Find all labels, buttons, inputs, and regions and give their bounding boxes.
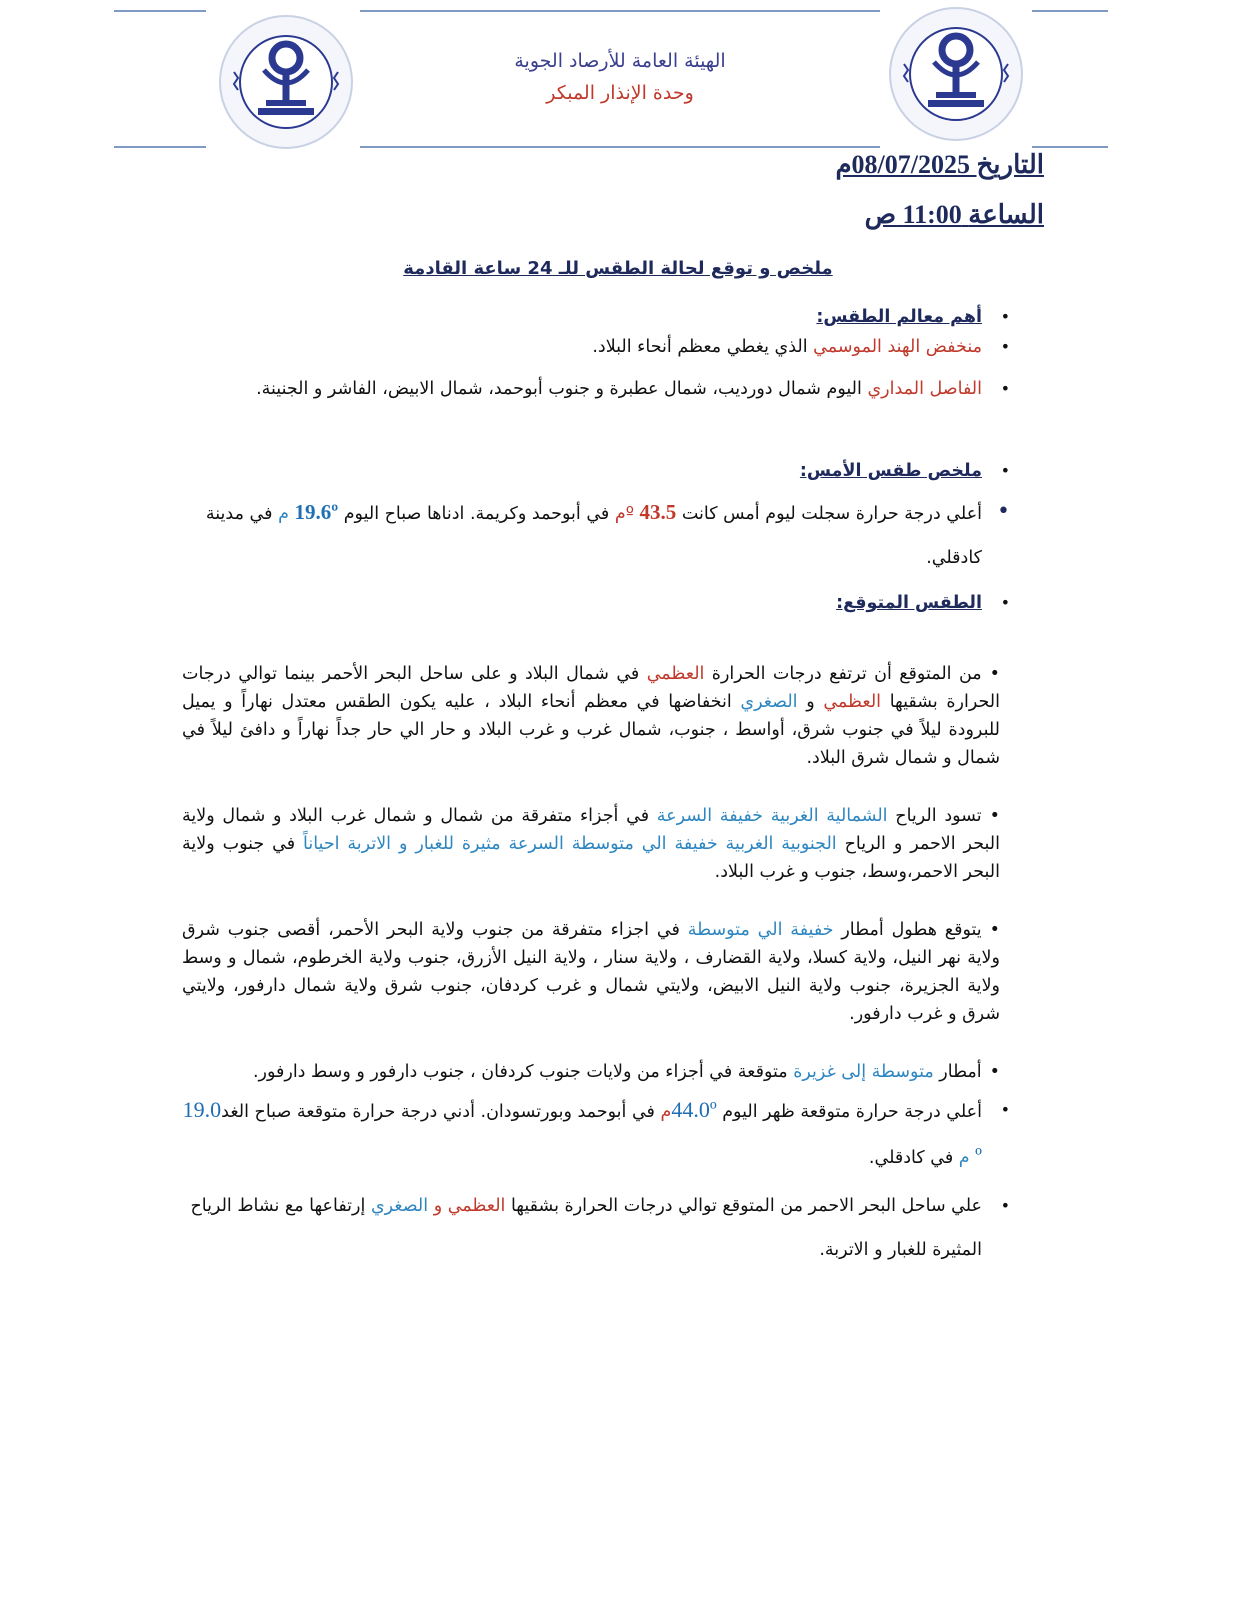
forecast-heading: الطقس المتوقع: — [836, 593, 982, 613]
authority-emblem-icon — [216, 12, 356, 152]
yesterday-summary — [182, 490, 1016, 580]
forecast-p4-intensity: متوسطة إلى غزيرة — [793, 1062, 934, 1082]
authority-logo-right — [886, 4, 1026, 144]
unit-name: وحدة الإنذار المبكر — [546, 82, 694, 104]
forecast-max-temp: 44.0º — [671, 1097, 717, 1122]
forecast-max-unit: م — [660, 1102, 672, 1122]
forecast-temperature-paragraph — [182, 660, 1016, 772]
yesterday-max-unit: ºم — [614, 504, 640, 524]
monsoon-low-text: الذي يغطي معظم أنحاء البلاد. — [592, 337, 814, 357]
forecast-p2-text-1: تسود الرياح — [887, 806, 982, 826]
forecast-heavy-rain-paragraph — [182, 1058, 1016, 1086]
yesterday-text-2: في أبوحمد وكريمة. ادناها صباح اليوم — [338, 504, 615, 524]
features-heading-item — [182, 302, 1016, 332]
forecast-p2-south-wind: الجنوبية الغربية خفيفة الي متوسطة السرعة مثيرة للغبار و الاتربة احياناً — [303, 834, 837, 854]
forecast-p2-north-wind: الشمالية الغربية خفيفة السرعة — [656, 806, 888, 826]
features-heading: أهم معالم الطقس: — [816, 307, 982, 327]
forecast-temps-item — [182, 1088, 1016, 1180]
forecast-p1-max: العظمي — [646, 664, 705, 684]
forecast-p5-text-3: في كادقلي. — [868, 1148, 959, 1168]
forecast-p4-text-2: متوقعة في أجزاء من ولايات جنوب كردفان ، جنوب دارفور و وسط دارفور. — [252, 1062, 794, 1082]
forecast-p1-text-4: انخفاضها في معظم أنحاء البلاد ، عليه يكون الطقس معتدل نهاراً و يميل للبرودة ليلاً في جنوب شرق، أواسط ، جنوب، شمال غرب و غرب البلاد و حار الي حار جداً نهاراً و دافئ ليلاً في شمال و شمال شرق البلاد. — [182, 692, 1000, 768]
forecast-heading-item — [182, 588, 1016, 618]
forecast-p1-text-1: من المتوقع أن ترتفع درجات الحرارة — [704, 664, 982, 684]
forecast-p3-intensity: خفيفة الي متوسطة — [687, 920, 834, 940]
yesterday-heading-item — [182, 456, 1016, 486]
forecast-min-unit: م — [958, 1148, 976, 1168]
yesterday-min-unit: م — [278, 504, 295, 524]
forecast-p6-text-3: إرتفاعها مع نشاط الرياح المثيرة للغبار و الاتربة. — [190, 1196, 982, 1260]
bullet-dot: • — [989, 806, 1000, 826]
forecast-p1-text-2: في شمال البلاد و على ساحل البحر الأحمر بينما توالي درجات الحرارة بشقيها — [182, 664, 1000, 712]
forecast-p1-text-3: و — [797, 692, 824, 712]
org-name: الهيئة العامة للأرصاد الجوية — [514, 50, 726, 72]
itcz-label: الفاصل المداري — [867, 379, 982, 399]
forecast-p4-text-1: أمطار — [933, 1062, 982, 1082]
yesterday-text-1: أعلي درجة حرارة سجلت ليوم أمس كانت — [676, 504, 982, 524]
date-value: 08/07/2025 — [851, 150, 970, 179]
forecast-p2-text-3: في جنوب ولاية البحر الاحمر،وسط، جنوب و غرب البلاد. — [182, 834, 1000, 882]
time-value: 11:00 — [902, 200, 962, 229]
yesterday-min-temp: 19.6º — [294, 500, 339, 524]
header-rule-right-top — [1032, 10, 1108, 12]
forecast-min-temp: 19.0 º — [182, 1097, 982, 1168]
bullet-dot: • — [989, 920, 1000, 940]
time-suffix: ص — [864, 200, 897, 229]
feature-item-itcz — [182, 374, 1016, 404]
header-rule-left-top — [114, 10, 206, 12]
red-sea-coast-item — [182, 1184, 1016, 1272]
feature-item-monsoon — [182, 332, 1016, 362]
forecast-p5-text-2: في أبوحمد وبورتسودان. أدني درجة حرارة متوقعة صباح الغد — [221, 1102, 661, 1122]
report-title: ملخص و توقع لحالة الطقس للـ 24 ساعة القادمة — [403, 258, 833, 279]
time-label: الساعة — [968, 200, 1044, 229]
forecast-p6-text-1: علي ساحل البحر الاحمر من المتوقع توالي درجات الحرارة بشقيها — [505, 1196, 982, 1216]
forecast-p2-text-2: في أجزاء متفرقة من شمال و شمال غرب البلاد و شمال ولاية البحر الاحمر و الرياح — [182, 806, 1000, 854]
forecast-p5-text-1: أعلي درجة حرارة متوقعة ظهر اليوم — [716, 1102, 982, 1122]
monsoon-low-label: منخفض الهند الموسمي — [813, 337, 982, 357]
report-body — [182, 300, 1016, 1272]
date-suffix: م — [835, 150, 852, 179]
bullet-dot: • — [989, 664, 1000, 684]
forecast-p3-text-2: في اجزاء متفرقة من جنوب ولاية البحر الأحمر، أقصى جنوب شرق ولاية نهر النيل، ولاية كسلا، ولاية القضارف ، ولاية سنار ، ولاية النيل الأزرق، جنوب ولاية الخرطوم، شمال و وسط ولاية الجزيرة، جنوب ولاية النيل الابيض، ولايتي شمال و غرب كردفان، جنوب شرق ولاية شمال دارفور، ولايتي شرق و غرب دارفور. — [182, 920, 1000, 1024]
yesterday-text-3: في مدينة كادقلي. — [205, 504, 982, 568]
report-time — [865, 200, 1044, 230]
authority-logo-left — [216, 12, 356, 152]
bullet-dot: • — [989, 1062, 1000, 1082]
itcz-text: اليوم شمال دورديب، شمال عطبرة و جنوب أبوحمد، شمال الابيض، الفاشر و الجنينة. — [256, 379, 868, 399]
forecast-p1-max-2: العظمي — [823, 692, 882, 712]
header-rule-right-bottom — [1032, 146, 1108, 148]
authority-emblem-icon — [886, 4, 1026, 144]
yesterday-heading: ملخص طقس الأمس: — [799, 461, 982, 481]
date-label: التاريخ — [976, 150, 1044, 179]
report-date — [835, 150, 1044, 180]
forecast-wind-paragraph — [182, 802, 1016, 886]
forecast-rain-paragraph — [182, 916, 1016, 1028]
forecast-p1-min: الصغري — [740, 692, 798, 712]
header-rule-middle-top — [360, 10, 880, 12]
yesterday-max-temp: 43.5 — [639, 500, 677, 524]
forecast-p6-min: الصغري — [370, 1196, 429, 1216]
forecast-p6-max: العظمي و — [433, 1196, 506, 1216]
forecast-p3-text-1: يتوقع هطول أمطار — [833, 920, 982, 940]
header-rule-middle-bottom — [360, 146, 880, 148]
header-rule-left-bottom — [114, 146, 206, 148]
